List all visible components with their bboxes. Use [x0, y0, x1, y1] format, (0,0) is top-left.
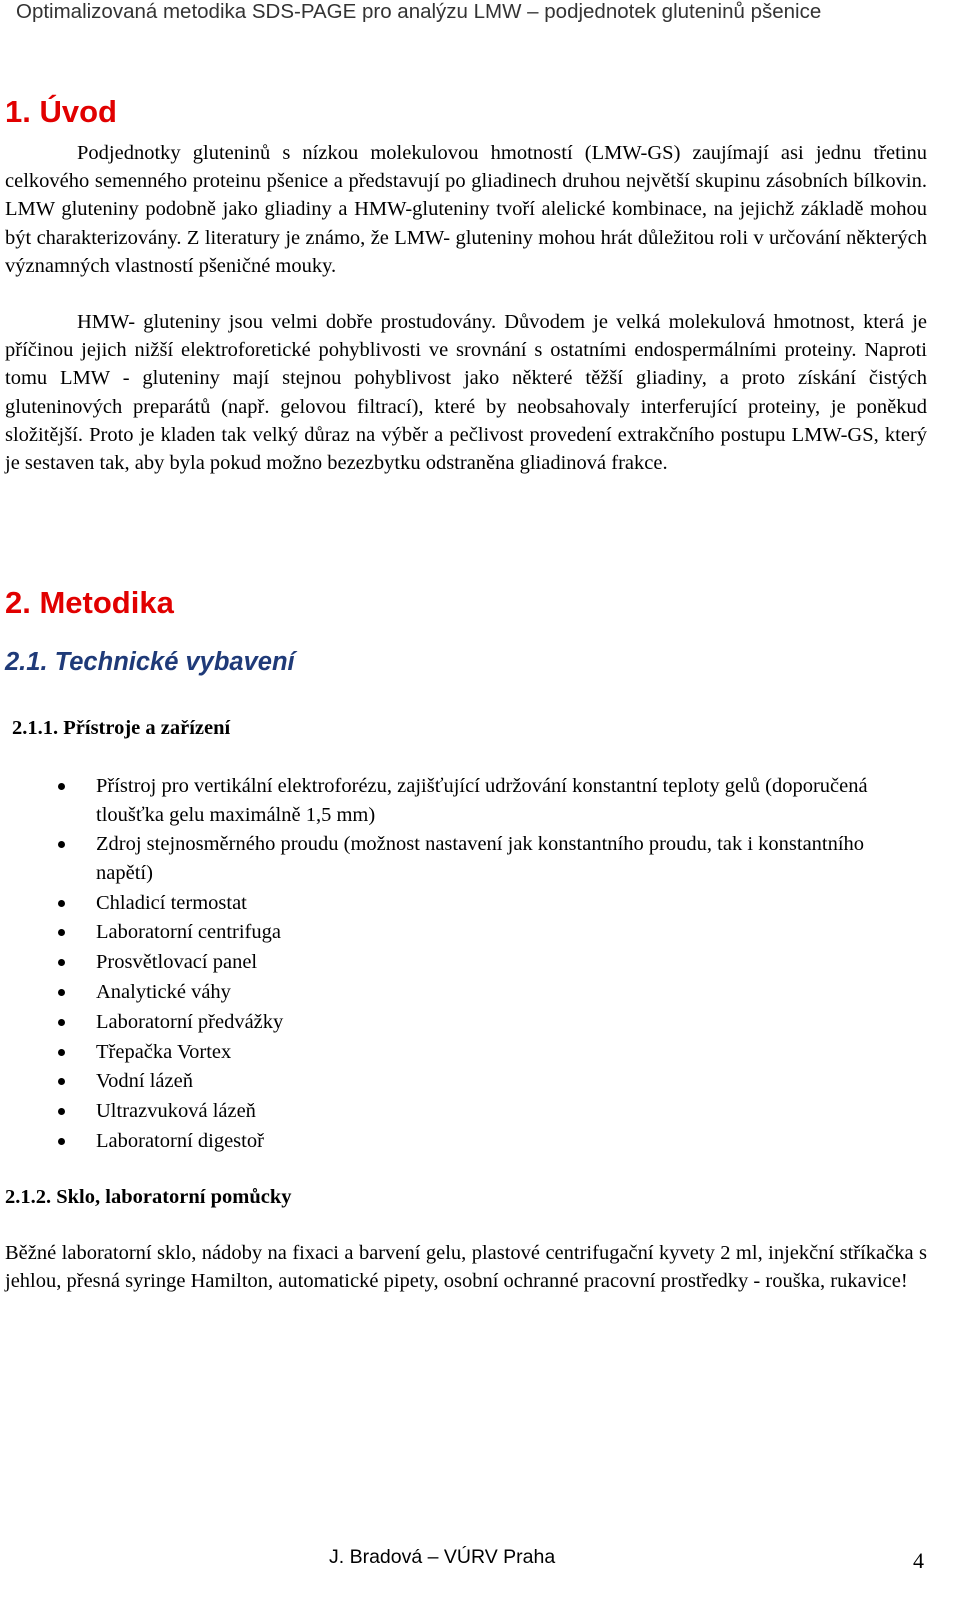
list-item-text: Laboratorní předvážky — [96, 1010, 284, 1033]
section-heading-uvod: 1. Úvod — [5, 94, 117, 129]
list-item — [55, 1127, 915, 1156]
bullet-icon — [58, 1138, 65, 1145]
list-item — [55, 1097, 915, 1126]
uvod-paragraph-2: HMW- gluteniny jsou velmi dobře prostudovány. Důvodem je velká molekulová hmotnost, která je příčinou jejich nižší elektroforetické pohyblivosti ve srovnání s ostatními endospermálními proteiny. Naproti tomu LMW - gluteniny mají stejnou pohyblivost jako některé těžší gliadiny, a proto získání čistých gluteninových preparátů (např. gelovou filtrací), které by neobsahovaly interferující proteiny, je poněkud složitější. Proto je kladen tak velký důraz na výběr a pečlivost provedení extrakčního postupu LMW-GS, který je sestaven tak, aby byla pokud možno bezezbytku odstraněna gliadinová frakce. — [5, 311, 927, 475]
bullet-icon — [58, 1108, 65, 1115]
page-number: 4 — [913, 1548, 924, 1573]
bullet-icon — [58, 929, 65, 936]
subsubsection-heading-sklo: 2.1.2. Sklo, laboratorní pomůcky — [5, 1186, 292, 1208]
list-item — [55, 948, 915, 977]
bullet-icon — [58, 841, 65, 848]
running-header: Optimalizovaná metodika SDS-PAGE pro analýzu LMW – podjednotek gluteninů pšenice — [16, 0, 822, 23]
equipment-list — [55, 772, 915, 1157]
list-item — [55, 1067, 915, 1096]
list-item-text: Vodní lázeň — [96, 1070, 193, 1093]
page-footer: J. Bradová – VÚRV Praha — [329, 1546, 556, 1568]
list-item-text: Chladicí termostat — [96, 891, 247, 914]
subsection-heading-technicke-vybaveni: 2.1. Technické vybavení — [5, 648, 295, 676]
bullet-icon — [58, 1019, 65, 1026]
list-item — [55, 772, 915, 829]
bullet-icon — [58, 989, 65, 996]
list-item — [55, 978, 915, 1007]
list-item-text: Třepačka Vortex — [96, 1040, 232, 1063]
bullet-icon — [58, 900, 65, 907]
subsubsection-heading-pristroje: 2.1.1. Přístroje a zařízení — [12, 717, 231, 739]
list-item — [55, 1008, 915, 1037]
section-heading-metodika: 2. Metodika — [5, 585, 174, 620]
bullet-icon — [58, 1078, 65, 1085]
list-item-text: Zdroj stejnosměrného proudu (možnost nastavení jak konstantního proudu, tak i konstantního napětí) — [96, 833, 865, 884]
bullet-icon — [58, 783, 65, 790]
list-item — [55, 889, 915, 918]
list-item-text: Laboratorní centrifuga — [96, 921, 281, 944]
sklo-paragraph: Běžné laboratorní sklo, nádoby na fixaci a barvení gelu, plastové centrifugační kyvety 2 ml, injekční stříkačka s jehlou, přesná syringe Hamilton, automatické pipety, osobní ochranné pracovní prostředky - rouška, rukavice! — [5, 1242, 927, 1293]
list-item-text: Analytické váhy — [96, 980, 231, 1003]
list-item-text: Ultrazvuková lázeň — [96, 1100, 256, 1123]
list-item-text: Prosvětlovací panel — [96, 951, 258, 974]
list-item-text: Laboratorní digestoř — [96, 1129, 264, 1152]
list-item — [55, 918, 915, 947]
list-item — [55, 1038, 915, 1067]
list-item — [55, 830, 915, 887]
uvod-paragraph-1: Podjednotky gluteninů s nízkou molekulovou hmotností (LMW-GS) zaujímají asi jednu třetinu celkového semenného proteinu pšenice a představují po gliadinech druhou největší skupinu zásobních bílkovin. LMW gluteniny podobně jako gliadiny a HMW-gluteniny tvoří alelické kombinace, na jejichž základě mohou být charakterizovány. Z literatury je známo, že LMW- gluteniny mohou hrát důležitou roli v určování některých významných vlastností pšeničné mouky. — [5, 142, 927, 277]
list-item-text: Přístroj pro vertikální elektroforézu, zajišťující udržování konstantní teploty gelů (doporučená tloušťka gelu maximálně 1,5 mm) — [96, 775, 868, 826]
bullet-icon — [58, 959, 65, 966]
bullet-icon — [58, 1049, 65, 1056]
